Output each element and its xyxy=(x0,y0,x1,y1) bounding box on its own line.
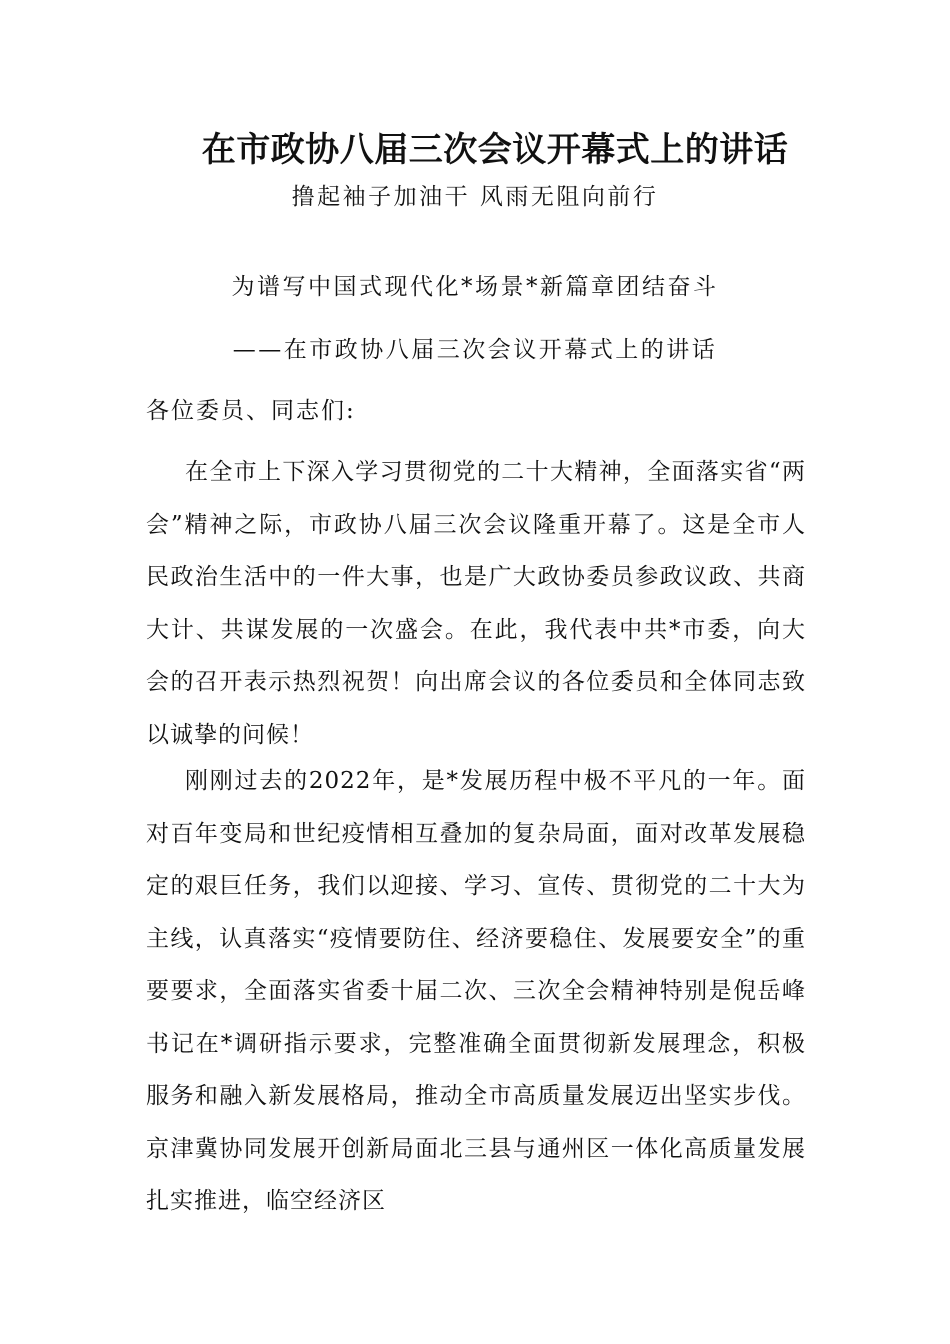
salutation: 各位委员、同志们: xyxy=(146,398,356,424)
subtitle-line-3: ——在市政协八届三次会议开幕式上的讲话 xyxy=(232,337,718,363)
body-paragraph-2: 刚刚过去的2022年，是*发展历程中极不平凡的一年。面对百年变局和世纪疫情相互叠加的复杂局面，面对改革发展稳定的艰巨任务，我们以迎接、学习、宣传、贯彻党的二十大为主线，认真落实“疫情要防住、经济要稳住、发展要安全”的重要要求，全面落实省委十届二次、三次全会精神特别是倪岳峰书记在*调研指示要求，完整准确全面贯彻新发展理念，积极服务和融入新发展格局，推动全市高质量发展迈出坚实步伐。京津冀协同发展开创新局面北三县与通州区一体化高质量发展扎实推进，临空经济区 xyxy=(146,768,806,1214)
subtitle-line-2: 为谱写中国式现代化*场景*新篇章团结奋斗 xyxy=(231,274,719,300)
body-paragraph-1: 在全市上下深入学习贯彻党的二十大精神，全面落实省“两会”精神之际，市政协八届三次会议隆重开幕了。这是全市人民政治生活中的一件大事，也是广大政协委员参政议政、共商大计、共谋发展的一次盛会。在此，我代表中共*市委，向大会的召开表示热烈祝贺！向出席会议的各位委员和全体同志致以诚挚的问候！ xyxy=(146,459,806,748)
subtitle-line-1: 撸起袖子加油干 风雨无阻向前行 xyxy=(291,184,659,210)
document-title: 在市政协八届三次会议开幕式上的讲话 xyxy=(201,130,789,170)
